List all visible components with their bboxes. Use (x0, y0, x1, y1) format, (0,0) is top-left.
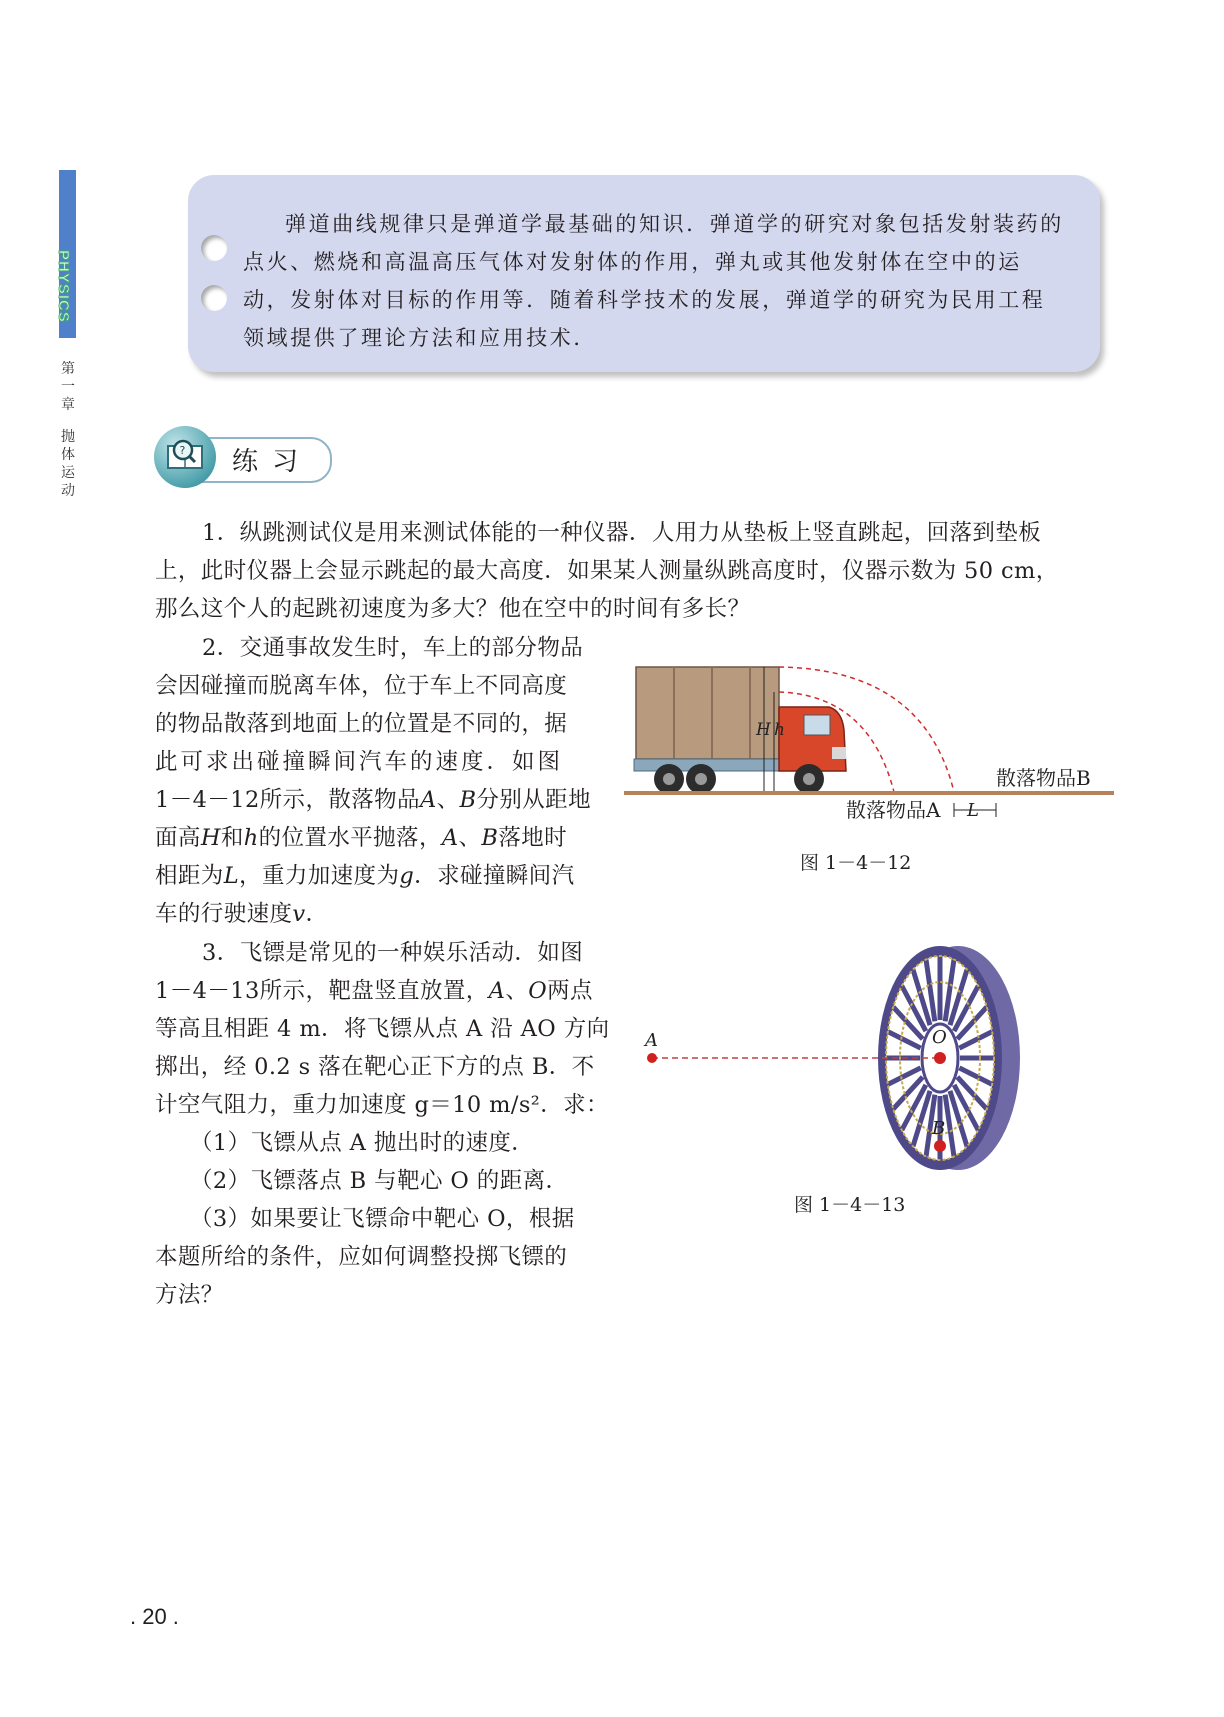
figure-dartboard (640, 938, 1080, 1178)
label-L: L (967, 800, 979, 821)
q2-line-2: 会因碰撞而脱离车体，位于车上不同高度 (155, 673, 568, 699)
q3-line-5: 计空气阻力，重力加速度 g＝10 m/s²．求： (155, 1092, 609, 1118)
q2-line-8: 车的行驶速度v． (155, 901, 329, 927)
q2-line-4: 此可求出碰撞瞬间汽车的速度．如图 (155, 749, 564, 775)
label-h: h (774, 720, 785, 740)
q2-line-5: 1－4－12所示，散落物品A、B分别从距地 (155, 787, 591, 813)
q3-sub-3: （3）如果要让飞镖命中靶心 O，根据 (190, 1206, 575, 1232)
label-item-b: 散落物品B (996, 766, 1091, 790)
figure-12-caption: 图 1－4－12 (800, 852, 912, 874)
q2-line-6: 面高H和h的位置水平抛落，A、B落地时 (155, 825, 568, 851)
point-a (647, 1053, 657, 1063)
info-box (188, 175, 1100, 372)
side-tab-chapter: 第 一 章 (61, 361, 75, 413)
q3-sub-1: （1）飞镖从点 A 抛出时的速度． (190, 1130, 535, 1156)
label-a: A (645, 1030, 658, 1051)
q2-line-7: 相距为L，重力加速度为g．求碰撞瞬间汽 (155, 863, 575, 889)
q3-line-4: 掷出，经 0.2 s 落在靶心正下方的点 B．不 (155, 1054, 595, 1080)
q3-line-3: 等高且相距 4 m．将飞镖从点 A 沿 AO 方向 (155, 1016, 610, 1042)
side-tab-topic: 抛 体 运 动 (61, 429, 75, 499)
q1-line-1: 1．纵跳测试仪是用来测试体能的一种仪器．人用力从垫板上竖直跳起，回落到垫板 (202, 520, 1042, 546)
q2-line-1: 2．交通事故发生时，车上的部分物品 (202, 635, 584, 661)
binder-hole-icon (201, 235, 227, 261)
q3-sub-2: （2）飞镖落点 B 与靶心 O 的距离． (190, 1168, 569, 1194)
figure-13-caption: 图 1－4－13 (794, 1194, 906, 1216)
label-item-a: 散落物品A (846, 798, 941, 822)
label-b: B (932, 1118, 946, 1139)
magnifier-book-icon (154, 426, 216, 488)
q3-line-1: 3．飞镖是常见的一种娱乐活动．如图 (202, 940, 584, 966)
q3-sub-3-end: 方法？ (155, 1282, 224, 1308)
q1-line-2: 上，此时仪器上会显示跳起的最大高度．如果某人测量纵跳高度时，仪器示数为 50 cm， (155, 558, 1059, 584)
label-o: O (932, 1027, 947, 1048)
label-H: H (756, 720, 771, 740)
q1-line-3: 那么这个人的起跳初速度为多大？他在空中的时间有多长？ (155, 596, 751, 622)
exercise-title: 练习 (232, 447, 313, 477)
figure-truck (624, 655, 1114, 835)
q3-line-2: 1－4－13所示，靶盘竖直放置，A、O两点 (155, 978, 593, 1004)
page-number: . 20 . (130, 1604, 179, 1629)
svg-text:?: ? (179, 444, 186, 457)
point-o (934, 1052, 946, 1064)
q2-line-3: 的物品散落到地面上的位置是不同的，据 (155, 711, 568, 737)
q3-sub-3-cont: 本题所给的条件，应如何调整投掷飞镖的 (155, 1244, 568, 1270)
side-tab-physics: PHYSICS (55, 250, 72, 323)
binder-hole-icon (201, 285, 227, 311)
point-b (934, 1140, 946, 1152)
info-box-text: 弹道曲线规律只是弹道学最基础的知识．弹道学的研究对象包括发射装药的点火、燃烧和高温高压气体对发射体的作用，弹丸或其他发射体在空中的运动，发射体对目标的作用等．随着科学技术的发展，弹道学的研究为民用工程领域提供了理论方法和应用技术． (243, 212, 1064, 350)
